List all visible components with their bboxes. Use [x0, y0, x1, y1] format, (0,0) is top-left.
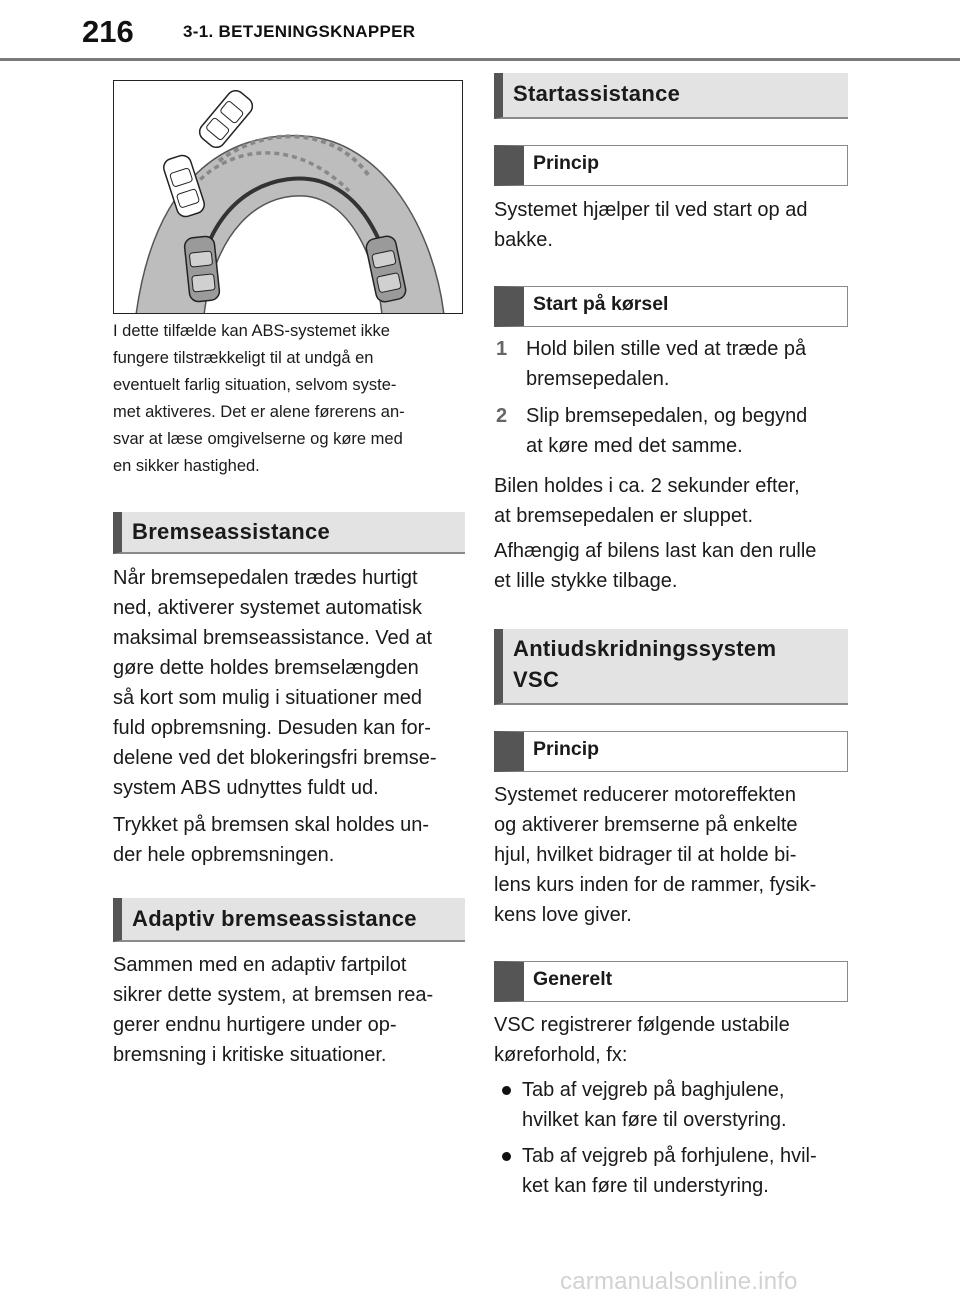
page-number: 216: [82, 14, 134, 49]
header-rule: [0, 58, 960, 61]
subheading-text: Start på kørsel: [533, 293, 669, 315]
text-line: bremsepedalen.: [526, 368, 670, 390]
step-number: 1: [496, 338, 508, 360]
caption-line: en sikker hastighed.: [113, 457, 260, 475]
subheading-text: Generelt: [533, 968, 613, 990]
text-line: bakke.: [494, 229, 553, 251]
bullet-icon: [502, 1152, 511, 1161]
step-1: [496, 334, 856, 394]
text-line: Slip bremsepedalen, og begynd: [526, 405, 808, 427]
text-line: Systemet reducerer motoreffekten: [494, 784, 796, 806]
car-left-icon: [184, 236, 221, 303]
caption-line: I dette tilfælde kan ABS-systemet ikke: [113, 322, 390, 340]
text-line: et lille stykke tilbage.: [494, 570, 678, 592]
chapter-title: 3-1. BETJENINGSKNAPPER: [183, 22, 416, 41]
text-line: hjul, hvilket bidrager til at holde bi-: [494, 844, 797, 866]
start-principle-text: [494, 195, 854, 255]
text-line: lens kurs inden for de rammer, fysik-: [494, 874, 817, 896]
text-line: Bilen holdes i ca. 2 sekunder efter,: [494, 475, 800, 497]
subheading-vsc-princip: [494, 731, 848, 772]
caption-line: eventuelt farlig situation, selvom syste-: [113, 376, 397, 394]
watermark: carmanualsonline.info: [560, 1268, 798, 1295]
hold-duration-text: [494, 471, 854, 531]
subheading-start-drive: [494, 286, 848, 327]
subheading-princip: [494, 145, 848, 186]
section-heading-start-assist: [494, 73, 848, 119]
text-line: kens love giver.: [494, 904, 632, 926]
vsc-general-text: [494, 1010, 854, 1070]
text-line: gøre dette holdes bremselængden: [113, 657, 419, 679]
caption-line: met aktiveres. Det er alene førerens an-: [113, 403, 405, 421]
brake-assist-text: [113, 563, 473, 803]
road-curve-illustration: [113, 80, 463, 314]
section-heading-vsc: [494, 629, 848, 705]
text-line: ned, aktiverer systemet automatisk: [113, 597, 423, 619]
text-line: Tab af vejgreb på forhjulene, hvil-: [522, 1145, 817, 1167]
text-line: der hele opbremsningen.: [113, 844, 335, 866]
bullet-item: [494, 1075, 854, 1135]
text-line: hvilket kan føre til overstyring.: [522, 1109, 787, 1131]
step-2: [496, 401, 856, 461]
text-line: at køre med det samme.: [526, 435, 743, 457]
step-number: 2: [496, 405, 508, 427]
section-heading-text: Bremseassistance: [132, 519, 331, 544]
caption-line: svar at læse omgivelserne og køre med: [113, 430, 403, 448]
subheading-general: [494, 961, 848, 1002]
brake-hold-text: [113, 810, 473, 870]
section-heading-text: Startassistance: [513, 81, 681, 106]
text-line: gerer endnu hurtigere under op-: [113, 1014, 397, 1036]
text-line: Tab af vejgreb på baghjulene,: [522, 1079, 785, 1101]
text-line: Sammen med en adaptiv fartpilot: [113, 954, 407, 976]
section-heading-adaptive-brake: [113, 898, 465, 942]
text-line: og aktiverer bremserne på enkelte: [494, 814, 798, 836]
text-line: delene ved det blokeringsfri bremse-: [113, 747, 437, 769]
text-line: Systemet hjælper til ved start op ad: [494, 199, 808, 221]
skidding-cars-diagram: [114, 81, 463, 314]
adaptive-brake-text: [113, 950, 473, 1070]
section-heading-text: VSC: [513, 667, 560, 692]
section-heading-brake-assist: [113, 512, 465, 554]
section-heading-text: Antiudskridningssystem: [513, 636, 777, 661]
vsc-principle-text: [494, 780, 854, 930]
text-line: at bremsepedalen er sluppet.: [494, 505, 754, 527]
text-line: Hold bilen stille ved at træde på: [526, 338, 807, 360]
text-line: VSC registrerer følgende ustabile: [494, 1014, 790, 1036]
text-line: Trykket på bremsen skal holdes un-: [113, 814, 430, 836]
car-skid-1-icon: [196, 87, 256, 151]
text-line: fuld opbremsning. Desuden kan for-: [113, 717, 431, 739]
caption-line: fungere tilstrækkeligt til at undgå en: [113, 349, 374, 367]
page-header: [0, 0, 960, 62]
text-line: så kort som mulig i situationer med: [113, 687, 423, 709]
bullet-icon: [502, 1086, 511, 1095]
text-line: køreforhold, fx:: [494, 1044, 628, 1066]
section-heading-text: Adaptiv bremseassistance: [132, 906, 417, 931]
text-line: maksimal bremseassistance. Ved at: [113, 627, 433, 649]
subheading-text: Princip: [533, 738, 600, 760]
roll-back-text: [494, 536, 854, 596]
bullet-item: [494, 1141, 854, 1201]
text-line: system ABS udnyttes fuldt ud.: [113, 777, 379, 799]
text-line: Afhængig af bilens last kan den rulle: [494, 540, 817, 562]
subheading-text: Princip: [533, 152, 600, 174]
text-line: bremsning i kritiske situationer.: [113, 1044, 387, 1066]
text-line: ket kan føre til understyring.: [522, 1175, 769, 1197]
figure-caption: [113, 318, 465, 480]
text-line: sikrer dette system, at bremsen rea-: [113, 984, 434, 1006]
text-line: Når bremsepedalen trædes hurtigt: [113, 567, 418, 589]
